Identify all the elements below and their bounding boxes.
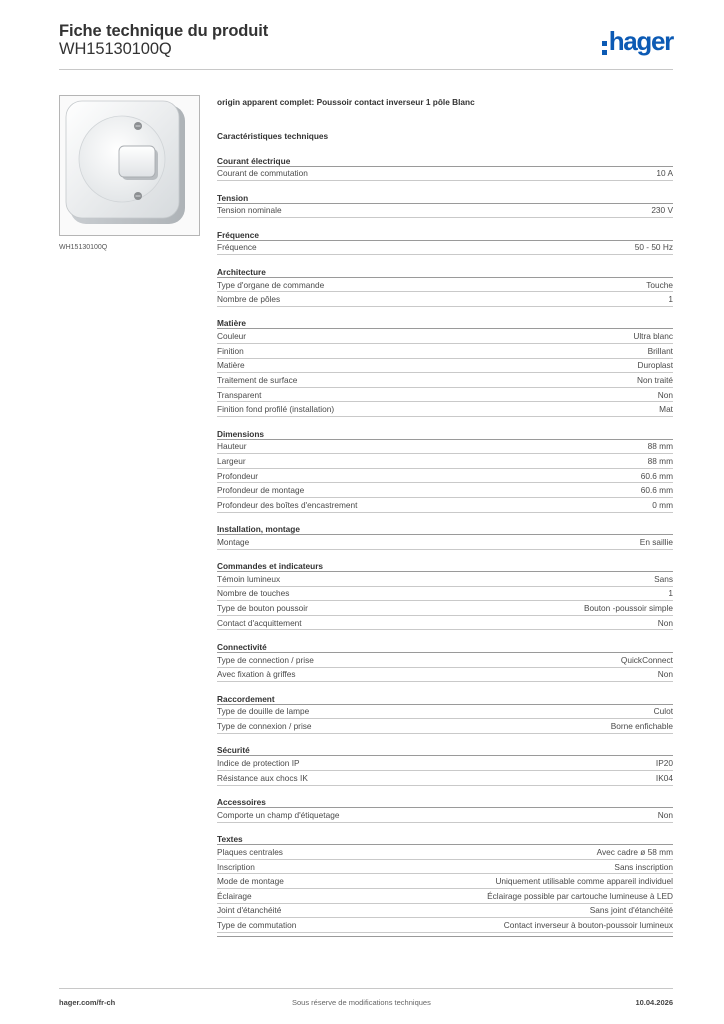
spec-row [217,292,673,307]
spec-value: 60.6 mm [640,485,673,496]
push-button-switch-icon [60,96,199,235]
spec-value: Sans inscription [614,861,673,872]
spec-label: Type de connection / prise [217,654,314,665]
spec-label: Traitement de surface [217,375,298,386]
spec-label: Profondeur des boîtes d'encastrement [217,499,358,510]
spec-row [217,440,673,455]
spec-value: Non [657,809,673,820]
spec-row [217,719,673,734]
spec-label: Avec fixation à griffes [217,669,296,680]
spec-group-title: Accessoires [217,797,673,808]
spec-group-title: Sécurité [217,745,673,756]
logo-wordmark: hager [608,26,673,56]
spec-value: Brillant [647,345,673,356]
spec-group [217,694,673,734]
spec-row [217,601,673,616]
spec-label: Contact d'acquittement [217,617,302,628]
spec-value: Sans joint d'étanchéité [589,905,673,916]
spec-row [217,498,673,513]
spec-group-title: Matière [217,318,673,329]
footer-disclaimer: Sous réserve de modifications techniques [292,998,431,1007]
spec-groups [217,156,673,933]
spec-value: 50 - 50 Hz [634,242,673,253]
spec-group-title: Commandes et indicateurs [217,561,673,572]
spec-value: Duroplast [637,360,673,371]
spec-label: Profondeur [217,470,259,481]
product-reference: WH15130100Q [59,40,172,58]
spec-value: Uniquement utilisable comme appareil individuel [495,876,673,887]
spec-group [217,156,673,182]
spec-group [217,642,673,682]
spec-value: En saillie [639,536,673,547]
spec-value: Non [657,617,673,628]
spec-row [217,454,673,469]
spec-label: Comporte un champ d'étiquetage [217,809,340,820]
spec-row [217,705,673,720]
document-title: Fiche technique du produit [59,22,269,40]
spec-group-title: Raccordement [217,694,673,705]
spec-value: 60.6 mm [640,470,673,481]
spec-value: 0 mm [652,499,673,510]
spec-label: Montage [217,536,250,547]
logo-dots-icon [602,41,607,55]
spec-label: Profondeur de montage [217,485,305,496]
spec-value: Contact inverseur à bouton-poussoir lumineux [503,919,673,930]
spec-value: 10 A [656,168,673,179]
spec-row [217,344,673,359]
spec-group-title: Tension [217,193,673,204]
spec-row [217,771,673,786]
spec-row [217,483,673,498]
spec-row [217,402,673,417]
spec-row [217,204,673,219]
spec-row [217,572,673,587]
spec-row [217,889,673,904]
spec-label: Type de douille de lampe [217,706,310,717]
spec-row [217,535,673,550]
spec-value: IK04 [655,772,673,783]
spec-label: Fréquence [217,242,257,253]
spec-row [217,329,673,344]
spec-label: Finition fond profilé (installation) [217,404,335,415]
spec-label: Matière [217,360,245,371]
spec-group [217,797,673,823]
spec-row [217,860,673,875]
spec-content [217,96,673,937]
spec-value: 1 [668,294,673,305]
spec-value: IP20 [655,758,673,769]
spec-value: Mat [659,404,673,415]
spec-label: Hauteur [217,441,247,452]
spec-group [217,745,673,785]
product-description: origin apparent complet: Poussoir contact inverseur 1 pôle Blanc [217,97,475,107]
spec-group [217,318,673,417]
spec-value: Culot [653,706,673,717]
spec-label: Finition [217,345,244,356]
spec-row [217,616,673,631]
spec-row [217,469,673,484]
footer-divider [59,988,673,989]
end-divider [217,933,673,937]
spec-value: Avec cadre ø 58 mm [596,846,673,857]
spec-value: 230 V [651,205,673,216]
spec-label: Mode de montage [217,876,284,887]
spec-label: Plaques centrales [217,846,283,857]
spec-row [217,756,673,771]
spec-label: Inscription [217,861,255,872]
page-header [59,20,673,70]
spec-label: Type de bouton poussoir [217,603,308,614]
spec-group-title: Courant électrique [217,156,673,167]
spec-row [217,845,673,860]
spec-value: Ultra blanc [633,331,673,342]
spec-group [217,267,673,307]
spec-value: Non [657,669,673,680]
spec-row [217,874,673,889]
spec-row [217,668,673,683]
spec-value: 88 mm [647,455,673,466]
spec-row [217,359,673,374]
spec-row [217,373,673,388]
spec-row [217,241,673,256]
spec-group [217,230,673,256]
spec-value: Sans [654,573,673,584]
spec-row [217,388,673,403]
spec-value: 1 [668,588,673,599]
spec-group-title: Architecture [217,267,673,278]
spec-label: Type de connexion / prise [217,721,312,732]
spec-label: Nombre de touches [217,588,290,599]
spec-value: 88 mm [647,441,673,452]
spec-label: Transparent [217,389,262,400]
hager-logo [602,26,673,56]
image-caption: WH15130100Q [59,244,108,251]
spec-label: Résistance aux chocs IK [217,772,308,783]
spec-value: QuickConnect [620,654,673,665]
spec-label: Type de commutation [217,919,297,930]
spec-row [217,278,673,293]
spec-label: Courant de commutation [217,168,308,179]
spec-value: Non traité [637,375,673,386]
page-footer [59,992,673,1012]
spec-row [217,918,673,933]
footer-date: 10.04.2026 [635,998,673,1007]
spec-row [217,167,673,182]
spec-group [217,193,673,219]
spec-value: Non [657,389,673,400]
spec-label: Indice de protection IP [217,758,300,769]
spec-group [217,524,673,550]
spec-row [217,653,673,668]
spec-label: Couleur [217,331,247,342]
spec-group-title: Connectivité [217,642,673,653]
spec-label: Éclairage [217,890,252,901]
spec-value: Éclairage possible par cartouche lumineuse à LED [487,890,673,901]
spec-value: Bouton -poussoir simple [583,603,673,614]
spec-group-title: Textes [217,834,673,845]
specs-heading: Caractéristiques techniques [217,131,329,141]
spec-group-title: Fréquence [217,230,673,241]
spec-value: Borne enfichable [610,721,673,732]
spec-group [217,561,673,630]
spec-group [217,429,673,513]
spec-label: Type d'organe de commande [217,279,325,290]
product-image [59,95,200,236]
footer-website-link[interactable]: hager.com/fr-ch [59,998,116,1007]
spec-value: Touche [646,279,673,290]
spec-label: Tension nominale [217,205,282,216]
spec-group-title: Dimensions [217,429,673,440]
spec-label: Joint d'étanchéité [217,905,282,916]
spec-group [217,834,673,933]
spec-row [217,587,673,602]
spec-group-title: Installation, montage [217,524,673,535]
spec-label: Témoin lumineux [217,573,281,584]
spec-row [217,808,673,823]
spec-row [217,904,673,919]
spec-label: Largeur [217,455,246,466]
spec-label: Nombre de pôles [217,294,281,305]
